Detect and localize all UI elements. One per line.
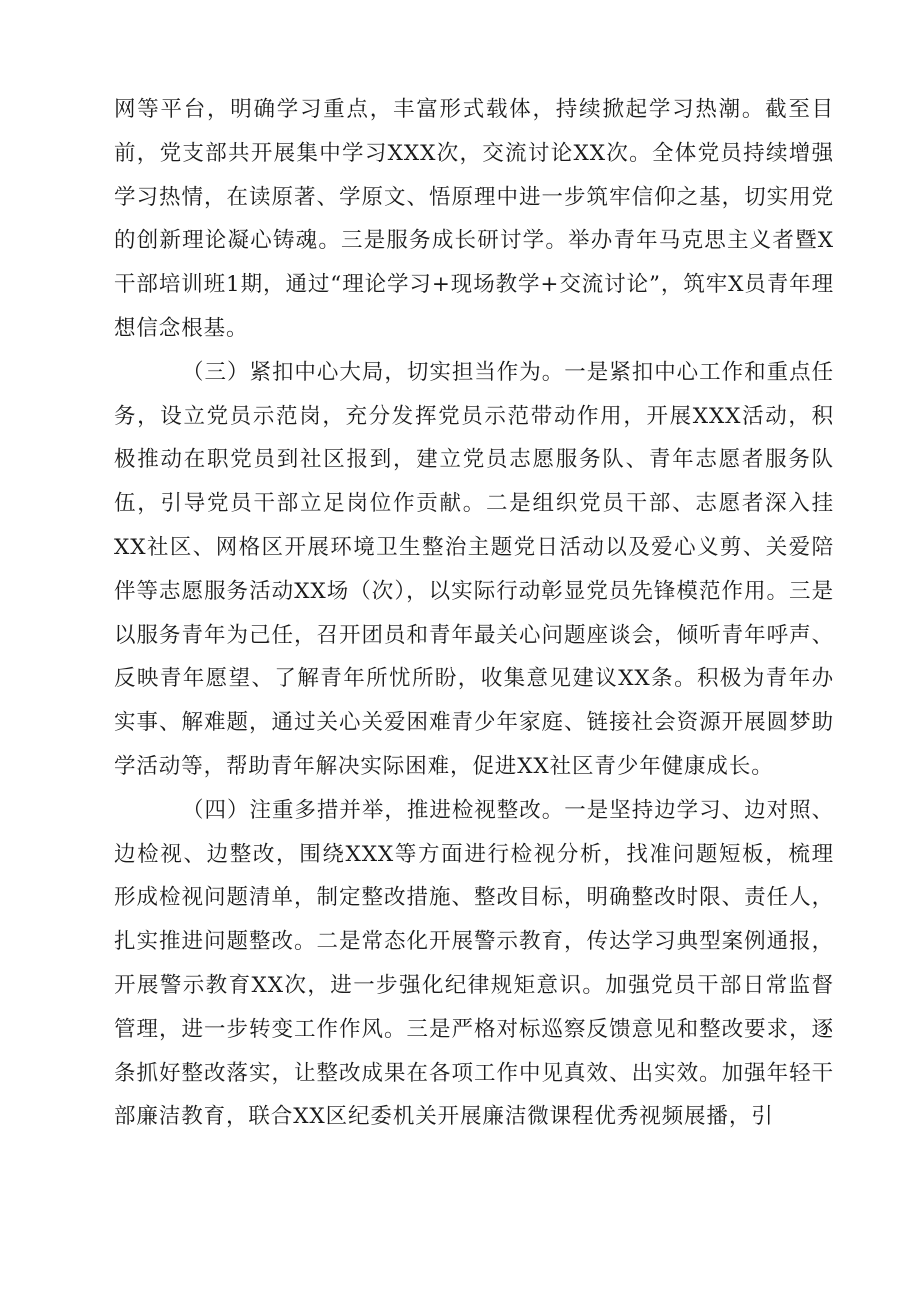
paragraph-continued: 网等平台，明确学习重点，丰富形式载体，持续掀起学习热潮。截至目前，党支部共开展集中学习XXX次，交流讨论XX次。全体党员持续增强学习热情，在读原著、学原文、悟原理中进一步筑牢信仰之基，切实用党的创新理论凝心铸魂。三是服务成长研讨学。举办青年马克思主义者暨X干部培训班1期，通过“理论学习+现场教学+交流讨论”，筑牢X员青年理想信念根基。 [114, 97, 834, 341]
document-body [114, 88, 834, 1139]
paragraph-section-three: （三）紧扣中心大局，切实担当作为。一是紧扣中心工作和重点任务，设立党员示范岗，充分发挥党员示范带动作用，开展XXX活动，积极推动在职党员到社区报到，建立党员志愿服务队、青年志愿者服务队伍，引导党员干部立足岗位作贡献。二是组织党员干部、志愿者深入挂XX社区、网格区开展环境卫生整治主题党日活动以及爱心义剪、关爱陪伴等志愿服务活动XX场（次），以实际行动彰显党员先锋模范作用。三是以服务青年为己任，召开团员和青年最关心问题座谈会，倾听青年呼声、反映青年愿望、了解青年所忧所盼，收集意见建议XX条。积极为青年办实事、解难题，通过关心关爱困难青少年家庭、链接社会资源开展圆梦助学活动等，帮助青年解决实际困难，促进XX社区青少年健康成长。 [114, 359, 834, 779]
paragraph-section-four: （四）注重多措并举，推进检视整改。一是坚持边学习、边对照、边检视、边整改，围绕XXX等方面进行检视分析，找准问题短板，梳理形成检视问题清单，制定整改措施、整改目标，明确整改时限、责任人，扎实推进问题整改。二是常态化开展警示教育，传达学习典型案例通报，开展警示教育XX次，进一步强化纪律规矩意识。加强党员干部日常监督管理，进一步转变工作作风。三是严格对标巡察反馈意见和整改要求，逐条抓好整改落实，让整改成果在各项工作中见真效、出实效。加强年轻干部廉洁教育，联合XX区纪委机关开展廉洁微课程优秀视频展播，引 [114, 797, 834, 1130]
